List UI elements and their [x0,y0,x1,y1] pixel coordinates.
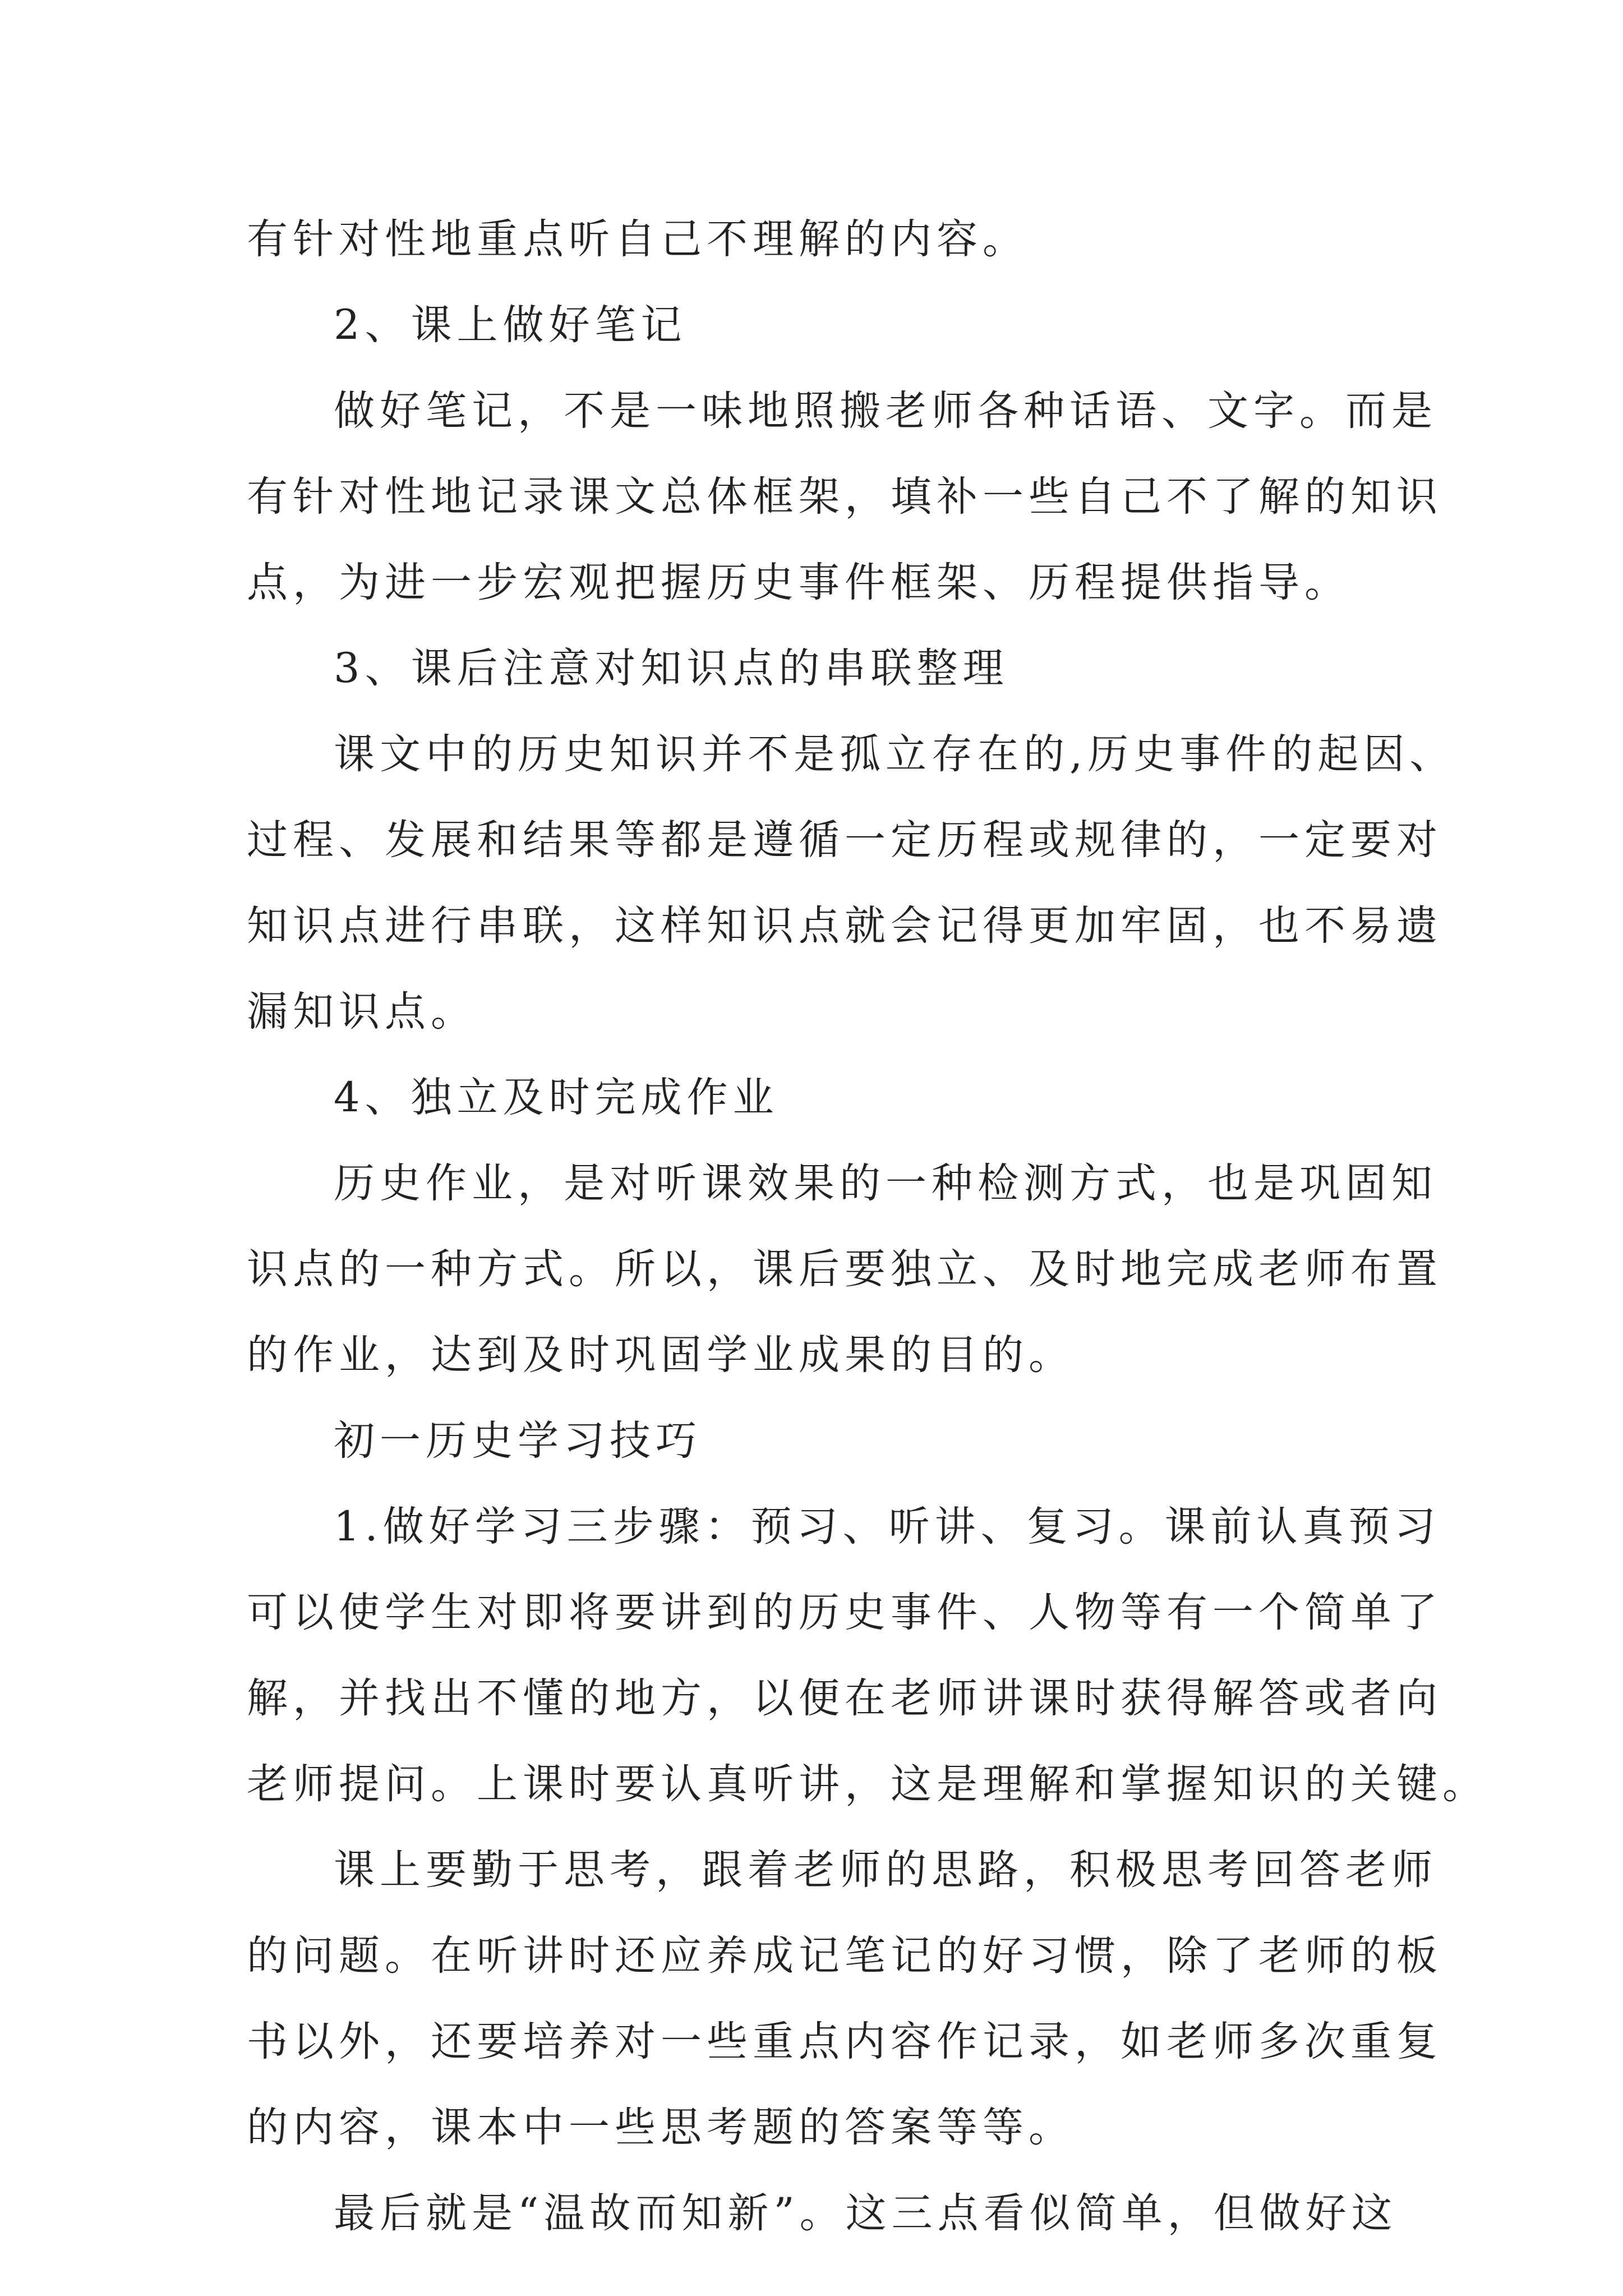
text-line: 的问题。在听讲时还应养成记笔记的好习惯，除了老师的板 [247,1932,1442,1980]
text-line: 4、独立及时完成作业 [334,1074,779,1121]
text-line: 2、课上做好笔记 [334,301,687,349]
text-line: 书以外，还要培养对一些重点内容作记录，如老师多次重复 [247,2018,1442,2065]
text-line: 课上要勤于思考，跟着老师的思路，积极思考回答老师 [334,1846,1437,1894]
text-line: 历史作业，是对听课效果的一种检测方式，也是巩固知 [334,1159,1437,1207]
text-line: 过程、发展和结果等都是遵循一定历程或规律的，一定要对 [247,816,1442,864]
text-line: 点，为进一步宏观把握历史事件框架、历程提供指导。 [247,559,1350,606]
text-line: 老师提问。上课时要认真听讲，这是理解和掌握知识的关键。 [247,1760,1488,1808]
text-line: 的内容，课本中一些思考题的答案等等。 [247,2104,1075,2151]
text-line: 有针对性地记录课文总体框架，填补一些自己不了解的知识 [247,473,1442,521]
text-line: 可以使学生对即将要讲到的历史事件、人物等有一个简单了 [247,1589,1442,1636]
body-text [247,196,1488,2256]
text-line: 最后就是“温故而知新”。这三点看似简单，但做好这 [334,2189,1398,2237]
text-line: 3、课后注意对知识点的串联整理 [334,645,1009,692]
text-line: 漏知识点。 [247,988,477,1036]
text-line: 1.做好学习三步骤：预习、听讲、复习。课前认真预习 [334,1503,1441,1550]
text-line: 解，并找出不懂的地方，以便在老师讲课时获得解答或者向 [247,1674,1442,1722]
text-line: 初一历史学习技巧 [334,1417,702,1465]
text-line: 做好笔记，不是一味地照搬老师各种话语、文字。而是 [334,387,1437,435]
text-line: 有针对性地重点听自己不理解的内容。 [247,215,1029,263]
text-line: 知识点进行串联，这样知识点就会记得更加牢固，也不易遗 [247,902,1442,950]
text-line: 识点的一种方式。所以，课后要独立、及时地完成老师布置 [247,1245,1442,1293]
text-line: 课文中的历史知识并不是孤立存在的,历史事件的起因、 [334,730,1456,778]
text-line: 的作业，达到及时巩固学业成果的目的。 [247,1331,1075,1379]
